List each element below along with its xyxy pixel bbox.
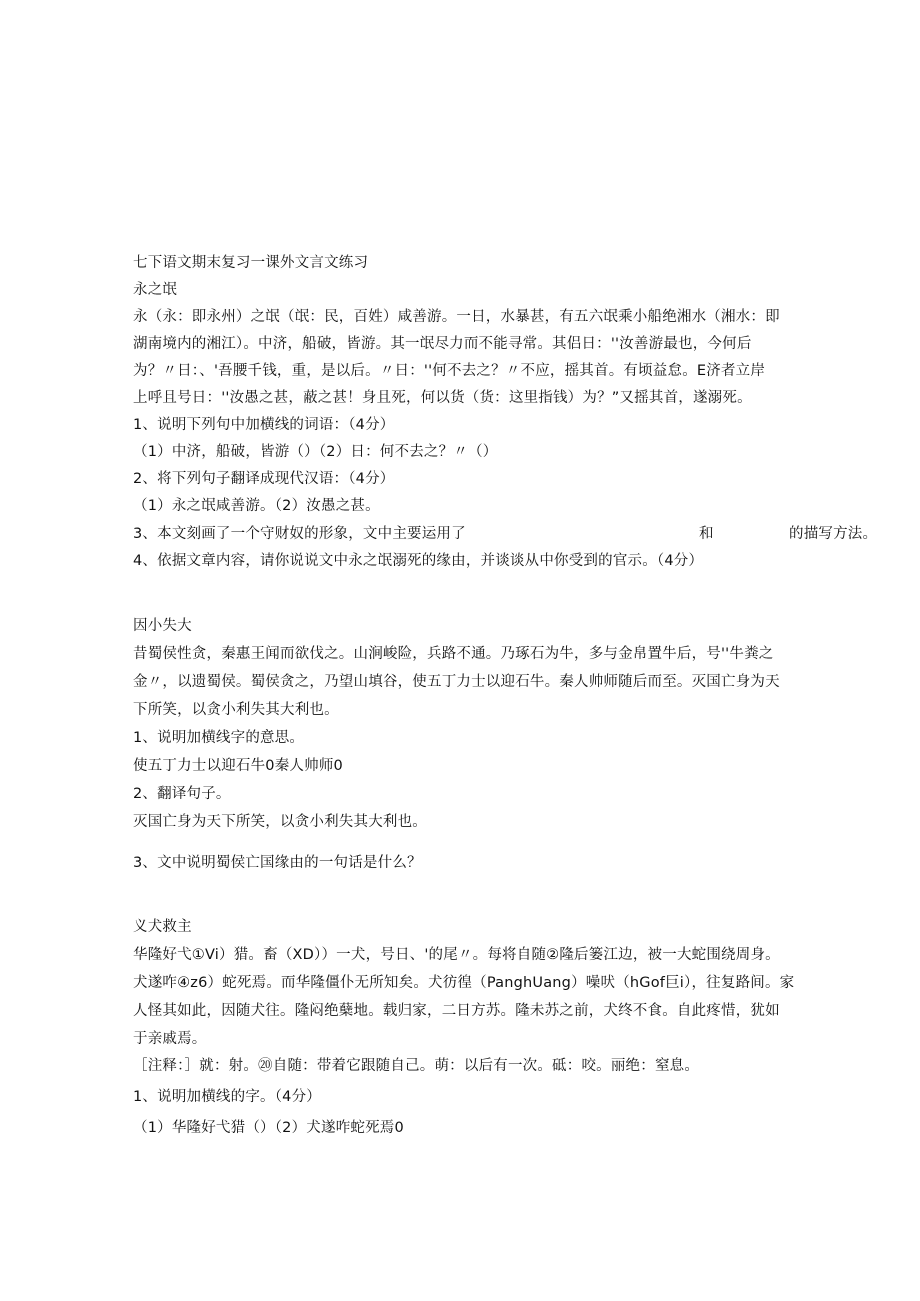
passage-line: 湖南境内的湘江）。中济，船破，皆游。其一氓尽力而不能寻常。其侣日：''汝善游最也，今何后 [133,336,752,352]
question-line: 1、说明下列句中加横线的词语：（4分） [133,417,395,433]
question-3 [133,524,878,544]
passage-line: 于亲戚焉。 [133,1031,207,1047]
question-line: 使五丁力士以迎石牛0秦人帅师0 [133,758,343,774]
passage-line: 人怪其如此，因随犬往。隆闷绝蘖地。载归家，二日方苏。隆未苏之前，犬终不食。自此疼惜，犹如 [133,1003,780,1019]
passage-line: 华隆好弋①Vi）猎。畜（XD））一犬，号日、'的尾〃。每将自随②隆后篓江边，被一大蛇围绕周身。 [133,947,780,963]
passage-line: 金〃，以遗蜀侯。蜀侯贪之，乃望山填谷，使五丁力士以迎石牛。秦人帅师随后而至。灭国亡身为天 [133,674,780,690]
question-line: 1、说明加横线字的意思。 [133,730,305,746]
section-heading-2: 因小失大 [133,618,192,634]
question-line: （1）华隆好弋猎（）（2）犬遂咋蛇死焉0 [133,1120,404,1136]
passage-line: 永（永：即永州）之氓（氓：民，百姓）咸善游。一日，水暴甚，有五六氓乘小船绝湘水（湘水：即 [133,309,780,325]
section-heading-1: 永之氓 [133,282,178,298]
annotation-note: ［注释：］就：射。⑳自随：带着它跟随自己。萌：以后有一次。砥：咬。丽绝：窒息。 [133,1058,700,1074]
question-3-prefix: 3、本文刻画了一个守财奴的形象，文中主要运用了 [133,526,466,542]
question-3-suffix: 的描写方法。 [789,526,878,542]
question-4: 4、依据文章内容，请你说说文中永之氓溺死的缘由，并谈谈从中你受到的官示。（4分） [133,553,704,569]
passage-line: 上呼且号日：''汝愚之甚，蔽之甚！身且死，何以货（货：这里指钱）为？”又摇其首，遂溺死。 [133,390,752,406]
passage-line: 犬遂咋④z6）蛇死焉。而华隆僵仆无所知矣。犬彷徨（PanghUang）噪吠（hGof巨i），往复路间。家 [133,975,795,991]
question-line: 2、将下列句子翻译成现代汉语：（4分） [133,471,395,487]
question-line: （1）中济，船破，皆游（）（2）日：何不去之？〃（） [133,444,498,460]
section-heading-3: 义犬救主 [133,919,192,935]
passage-line: 下所笑，以贪小利失其大利也。 [133,702,339,718]
passage-line: 为？〃日：、'吾腰千钱，重，是以后。〃日：''何不去之？〃不应，摇其首。有顷益怠。E济者立岸 [133,363,766,379]
question-3-and: 和 [699,526,714,542]
document-title: 七下语文期末复习一课外文言文练习 [133,255,369,271]
question-line: 灭国亡身为天下所笑，以贪小利失其大利也。 [133,814,427,830]
passage-line: 昔蜀侯性贪，秦惠王闻而欲伐之。山涧峻险，兵路不通。乃琢石为牛，多与金帛置牛后，号''牛粪之 [133,646,774,662]
question-line: （1）永之氓咸善游。（2）汝愚之甚。 [133,498,380,514]
question-line: 1、说明加横线的字。（4分） [133,1089,321,1105]
question-line: 3、文中说明蜀侯亡国缘由的一句话是什么？ [133,855,422,871]
question-line: 2、翻译句子。 [133,786,231,802]
